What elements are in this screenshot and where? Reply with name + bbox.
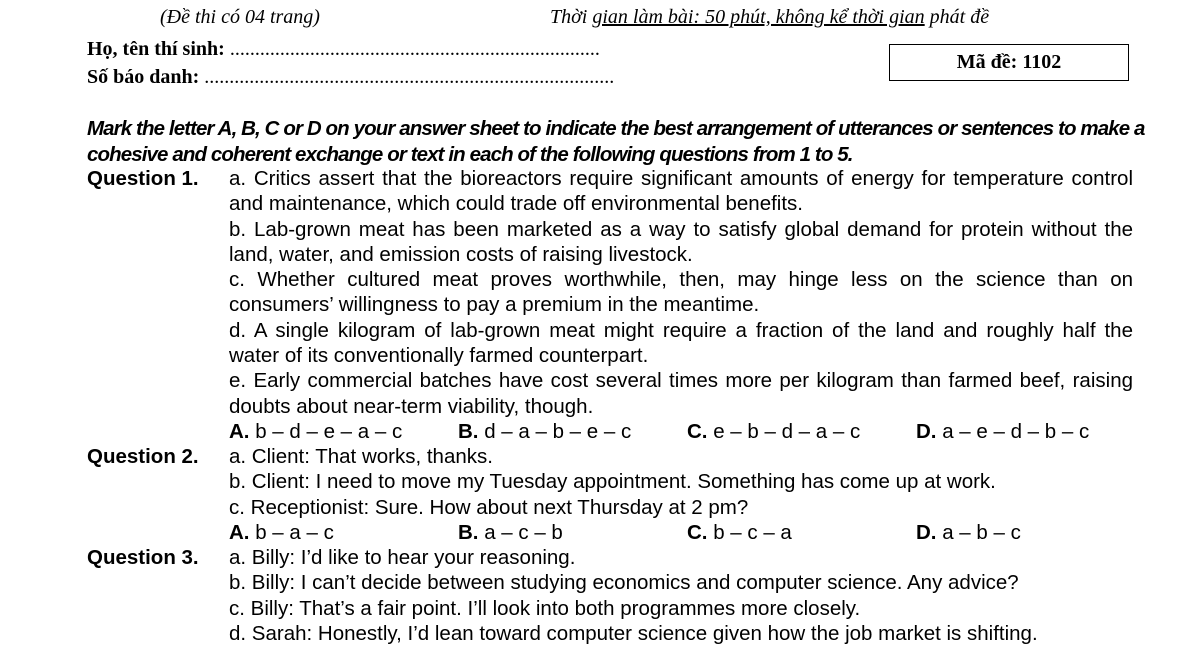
question-label: Question 3. bbox=[87, 546, 199, 569]
option-letter: D. bbox=[916, 419, 937, 443]
option-text: e – b – d – a – c bbox=[707, 419, 861, 443]
option-letter: C. bbox=[687, 520, 708, 544]
list-item: b. Billy: I can’t decide between studying economics and computer science. Any advice? bbox=[229, 571, 1019, 595]
list-item: a. Client: That works, thanks. bbox=[229, 445, 493, 468]
option-c[interactable] bbox=[687, 520, 792, 545]
question-items bbox=[229, 444, 1133, 545]
pages-note: (Đề thi có 04 trang) bbox=[160, 6, 320, 28]
list-item: e. Early commercial batches have cost several times more per kilogram than farmed beef, raising doubts about near-term viability, though. bbox=[229, 369, 1133, 418]
section-instruction: Mark the letter A, B, C or D on your answer sheet to indicate the best arrangement of utterances or sentences to make a cohesive and coherent exchange or text in each of the following questions from 1 to 5. bbox=[87, 117, 1145, 166]
option-text: b – d – e – a – c bbox=[249, 419, 403, 443]
option-text: d – a – b – e – c bbox=[478, 419, 632, 443]
option-b[interactable] bbox=[458, 419, 631, 444]
candidate-id-field[interactable] bbox=[87, 66, 614, 89]
list-item: c. Whether cultured meat proves worthwhile, then, may hinge less on the science than on consumers’ willingness to pay a premium in the meantime. bbox=[229, 268, 1133, 317]
option-d[interactable] bbox=[916, 419, 1089, 444]
exam-code-box: Mã đề: 1102 bbox=[889, 44, 1129, 81]
option-letter: D. bbox=[916, 520, 937, 544]
option-b[interactable] bbox=[458, 520, 563, 545]
time-underlined: gian làm bài: 50 phút, không kể thời gian bbox=[592, 6, 925, 28]
option-c[interactable] bbox=[687, 419, 860, 444]
candidate-id-dots: .................................................................................. bbox=[199, 66, 615, 88]
candidate-name-dots: .......................................................................... bbox=[224, 38, 600, 60]
candidate-name-label: Họ, tên thí sinh: bbox=[87, 38, 225, 60]
answer-options bbox=[229, 520, 1133, 545]
option-letter: A. bbox=[229, 520, 250, 544]
option-text: b – a – c bbox=[249, 520, 334, 544]
option-a[interactable] bbox=[229, 520, 334, 545]
question-items bbox=[229, 166, 1133, 444]
option-letter: A. bbox=[229, 419, 250, 443]
list-item: c. Billy: That’s a fair point. I’ll look into both programmes more closely. bbox=[229, 596, 861, 620]
list-item: a. Critics assert that the bioreactors require significant amounts of energy for temperature control and maintenance, which could trade off environmental benefits. bbox=[229, 167, 1133, 216]
question-label: Question 1. bbox=[87, 167, 199, 190]
option-a[interactable] bbox=[229, 419, 402, 444]
candidate-name-field[interactable] bbox=[87, 38, 600, 61]
option-text: a – b – c bbox=[936, 520, 1021, 544]
time-prefix: Thời bbox=[550, 6, 593, 28]
list-item: a. Billy: I’d like to hear your reasoning. bbox=[229, 546, 576, 569]
question-items bbox=[229, 545, 1133, 646]
time-suffix: phát đề bbox=[924, 6, 990, 28]
list-item: d. A single kilogram of lab-grown meat might require a fraction of the land and roughly half the water of its conventionally farmed counterpart. bbox=[229, 318, 1133, 368]
option-letter: B. bbox=[458, 419, 479, 443]
option-text: a – e – d – b – c bbox=[936, 419, 1090, 443]
option-letter: B. bbox=[458, 520, 479, 544]
option-d[interactable] bbox=[916, 520, 1021, 545]
list-item: b. Client: I need to move my Tuesday appointment. Something has come up at work. bbox=[229, 470, 996, 494]
list-item: c. Receptionist: Sure. How about next Thursday at 2 pm? bbox=[229, 495, 749, 519]
candidate-id-label: Số báo danh: bbox=[87, 66, 200, 88]
list-item: b. Lab-grown meat has been marketed as a way to satisfy global demand for protein without the land, water, and emission costs of raising livestock. bbox=[229, 217, 1133, 266]
question-label: Question 2. bbox=[87, 445, 199, 468]
exam-time-note bbox=[550, 6, 989, 29]
option-letter: C. bbox=[687, 419, 708, 443]
list-item: d. Sarah: Honestly, I’d lean toward computer science given how the job market is shifting. bbox=[229, 621, 1038, 645]
answer-options bbox=[229, 419, 1133, 444]
option-text: a – c – b bbox=[478, 520, 563, 544]
option-text: b – c – a bbox=[707, 520, 792, 544]
